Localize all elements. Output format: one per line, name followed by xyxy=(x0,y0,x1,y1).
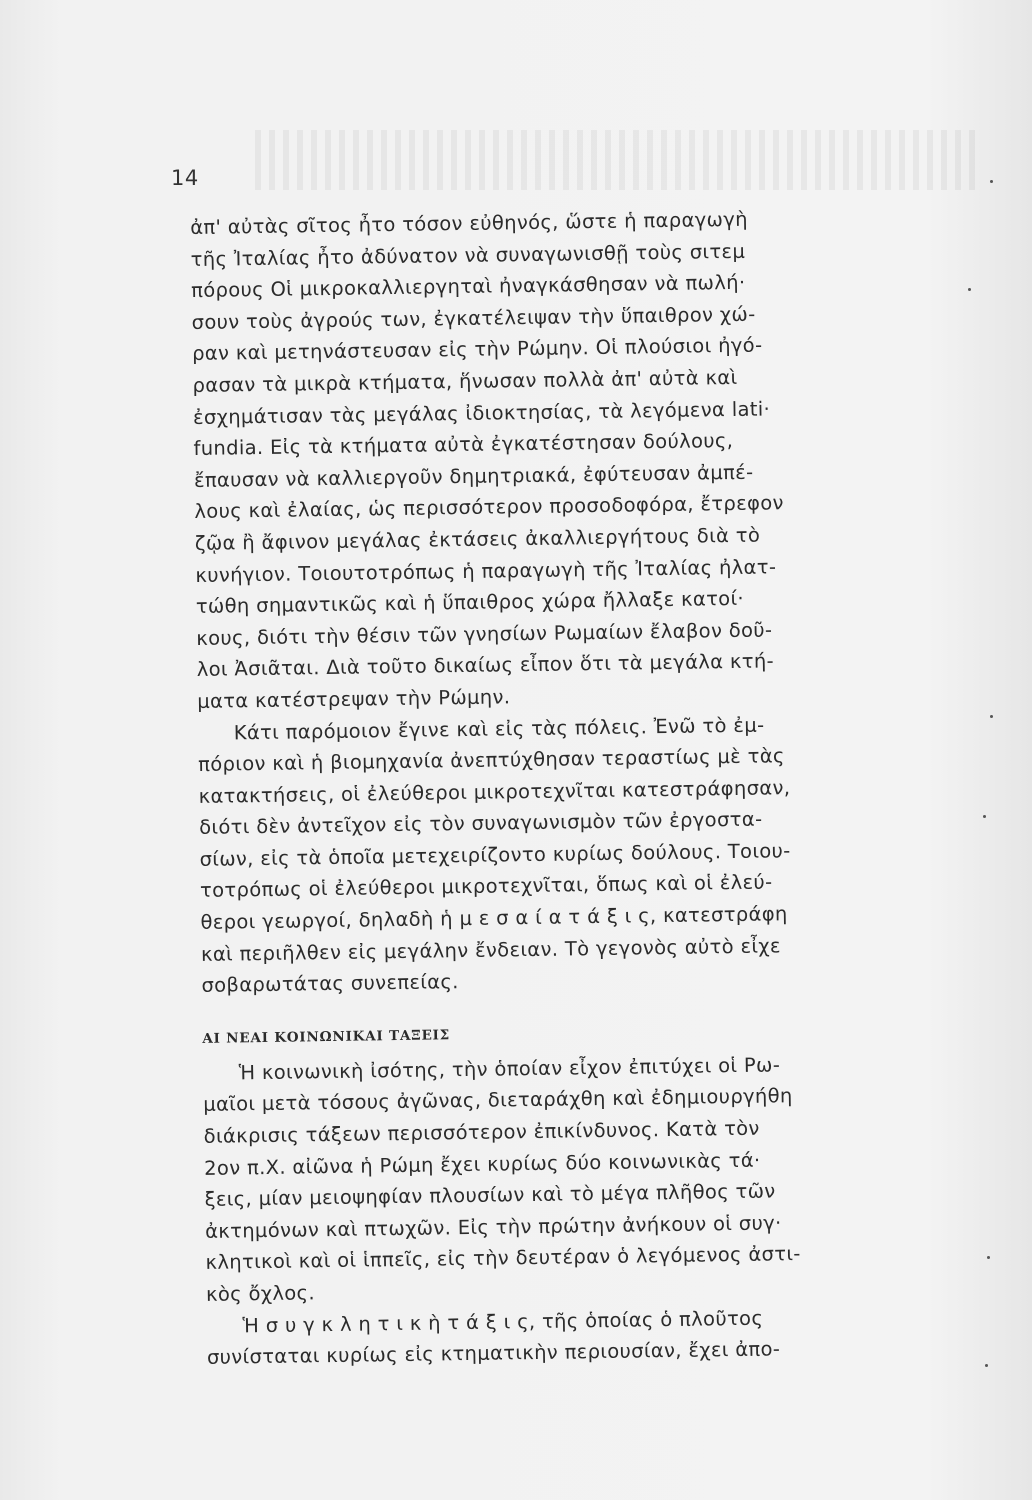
text-line: ἀπ' αὐτὰς σῖτος ἦτο τόσον εὐθηνός, ὥστε ἡ παραγωγὴ xyxy=(190,207,749,239)
text-line: Κάτι παρόμοιον ἔγινε καὶ εἰς τὰς πόλεις. Ἐνῶ τὸ ἐμ- xyxy=(233,713,765,744)
text-line: 2ον π.Χ. αἰῶνα ἡ Ρώμη ἔχει κυρίως δύο κοινωνικὰς τά· xyxy=(204,1148,761,1180)
text-line: σίων, εἰς τὰ ὁποῖα μετεχειρίζοντο κυρίως δούλους. Τοιου- xyxy=(199,839,791,871)
text-line: κὸς ὄχλος. xyxy=(205,1281,316,1306)
text-line: θεροι γεωργοί, δηλαδὴ ἡ μ ε σ α ί α τ ά ξ ι ς, κατεστράφη xyxy=(200,902,788,934)
speck-mark xyxy=(968,288,971,291)
text-line: κατακτήσεις, οἱ ἐλεύθεροι μικροτεχνῖται κατεστράφησαν, xyxy=(198,775,791,808)
text-line: ζῷα ἢ ἄφινον μεγάλας ἐκτάσεις ἀκαλλιεργήτους διὰ τὸ xyxy=(194,523,761,555)
text-line: ραν καὶ μετηνάστευσαν εἰς τὴν Ρώμην. Οἱ πλούσιοι ἠγό- xyxy=(191,333,763,366)
text-line: διάκρισις τάξεων περισσότερον ἐπικίνδυνος. Κατὰ τὸν xyxy=(203,1116,760,1148)
page-number: 14 xyxy=(171,166,199,190)
text-line: κους, διότι τὴν θέσιν τῶν γνησίων Ρωμαίων ἔλαβον δοῦ- xyxy=(196,618,773,650)
text-line: κυνήγιον. Τοιουτοτρόπως ἡ παραγωγὴ τῆς Ἰταλίας ἠλατ- xyxy=(195,554,777,587)
text-line: τῆς Ἰταλίας ἦτο ἀδύνατον νὰ συναγωνισθῇ τοὺς σιτεμ xyxy=(190,239,746,271)
speck-mark xyxy=(987,1256,990,1259)
text-line: λους καὶ ἐλαίας, ὡς περισσότερον προσοδοφόρα, ἔτρεφον xyxy=(194,491,784,524)
text-line: fundia. Εἰς τὰ κτήματα αὐτὰ ἐγκατέστησαν δούλους, xyxy=(193,429,734,461)
text-line: μαῖοι μετὰ τόσους ἀγῶνας, διεταράχθη καὶ ἐδημιουργήθη xyxy=(203,1084,793,1117)
text-line: σοβαρωτάτας συνεπείας. xyxy=(201,970,459,998)
text-line: διότι δὲν ἀντεῖχον εἰς τὸν συναγωνισμὸν τῶν ἐργοστα- xyxy=(198,807,763,840)
text-line: κλητικοὶ καὶ οἱ ἱππεῖς, εἰς τὴν δευτέραν ὁ λεγόμενος ἀστι- xyxy=(205,1242,801,1275)
text-line: τώθη σημαντικῶς καὶ ἡ ὕπαιθρος χώρα ἤλλαξε κατοί· xyxy=(195,586,745,619)
text-line: ἔπαυσαν νὰ καλλιεργοῦν δημητριακά, ἐφύτευσαν ἀμπέ- xyxy=(193,460,754,492)
speck-mark xyxy=(990,180,993,183)
speck-mark xyxy=(990,715,993,718)
text-line: ματα κατέστρεψαν τὴν Ρώμην. xyxy=(197,685,511,713)
bleed-through-shadow xyxy=(255,130,975,190)
text-line: πόρους Οἱ μικροκαλλιεργηταὶ ἠναγκάσθησαν νὰ πωλή· xyxy=(190,270,746,303)
text-line: λοι Ἀσιᾶται. Διὰ τοῦτο δικαίως εἶπον ὅτι τὰ μεγάλα κτή- xyxy=(196,649,775,682)
text-line: καὶ περιῆλθεν εἰς μεγάλην ἔνδειαν. Τὸ γεγονὸς αὐτὸ εἶχε xyxy=(200,933,781,966)
text-line: ξεις, μίαν μειοψηφίαν πλουσίων καὶ τὸ μέγα πλῆθος τῶν xyxy=(204,1179,776,1212)
text-line: Ἡ σ υ γ κ λ η τ ι κ ὴ τ ά ξ ι ς, τῆς ὁποίας ὁ πλοῦτος xyxy=(242,1306,764,1337)
text-line: σουν τοὺς ἀγρούς των, ἐγκατέλειψαν τὴν ὕπαιθρον χώ- xyxy=(191,302,756,334)
text-line: Ἡ κοινωνικὴ ἰσότης, τὴν ὁποίαν εἶχον ἐπιτύχει οἱ Ρω- xyxy=(238,1053,781,1085)
speck-mark xyxy=(985,1364,988,1367)
text-line: ἐσχημάτισαν τὰς μεγάλας ἰδιοκτησίας, τὰ λεγόμενα lati· xyxy=(192,396,771,429)
speck-mark xyxy=(983,815,986,818)
text-line: ἀκτημόνων καὶ πτωχῶν. Εἰς τὴν πρώτην ἀνήκουν οἱ συγ· xyxy=(204,1211,782,1243)
text-line: πόριον καὶ ἡ βιομηχανία ἀνεπτύχθησαν τεραστίως μὲ τὰς xyxy=(198,744,785,777)
text-line: συνίσταται κυρίως εἰς κτηματικὴν περιουσίαν, ἔχει ἀπο- xyxy=(206,1337,781,1370)
text-line: ρασαν τὰ μικρὰ κτήματα, ἥνωσαν πολλὰ ἀπ' αὐτὰ καὶ xyxy=(192,365,738,397)
text-line: τοτρόπως οἱ ἐλεύθεροι μικροτεχνῖται, ὅπως καὶ οἱ ἐλεύ- xyxy=(199,870,773,903)
section-heading: ΑΙ ΝΕΑΙ ΚΟΙΝΩΝΙΚΑΙ ΤΑΞΕΙΣ xyxy=(202,1027,451,1047)
body-text xyxy=(190,201,927,1373)
